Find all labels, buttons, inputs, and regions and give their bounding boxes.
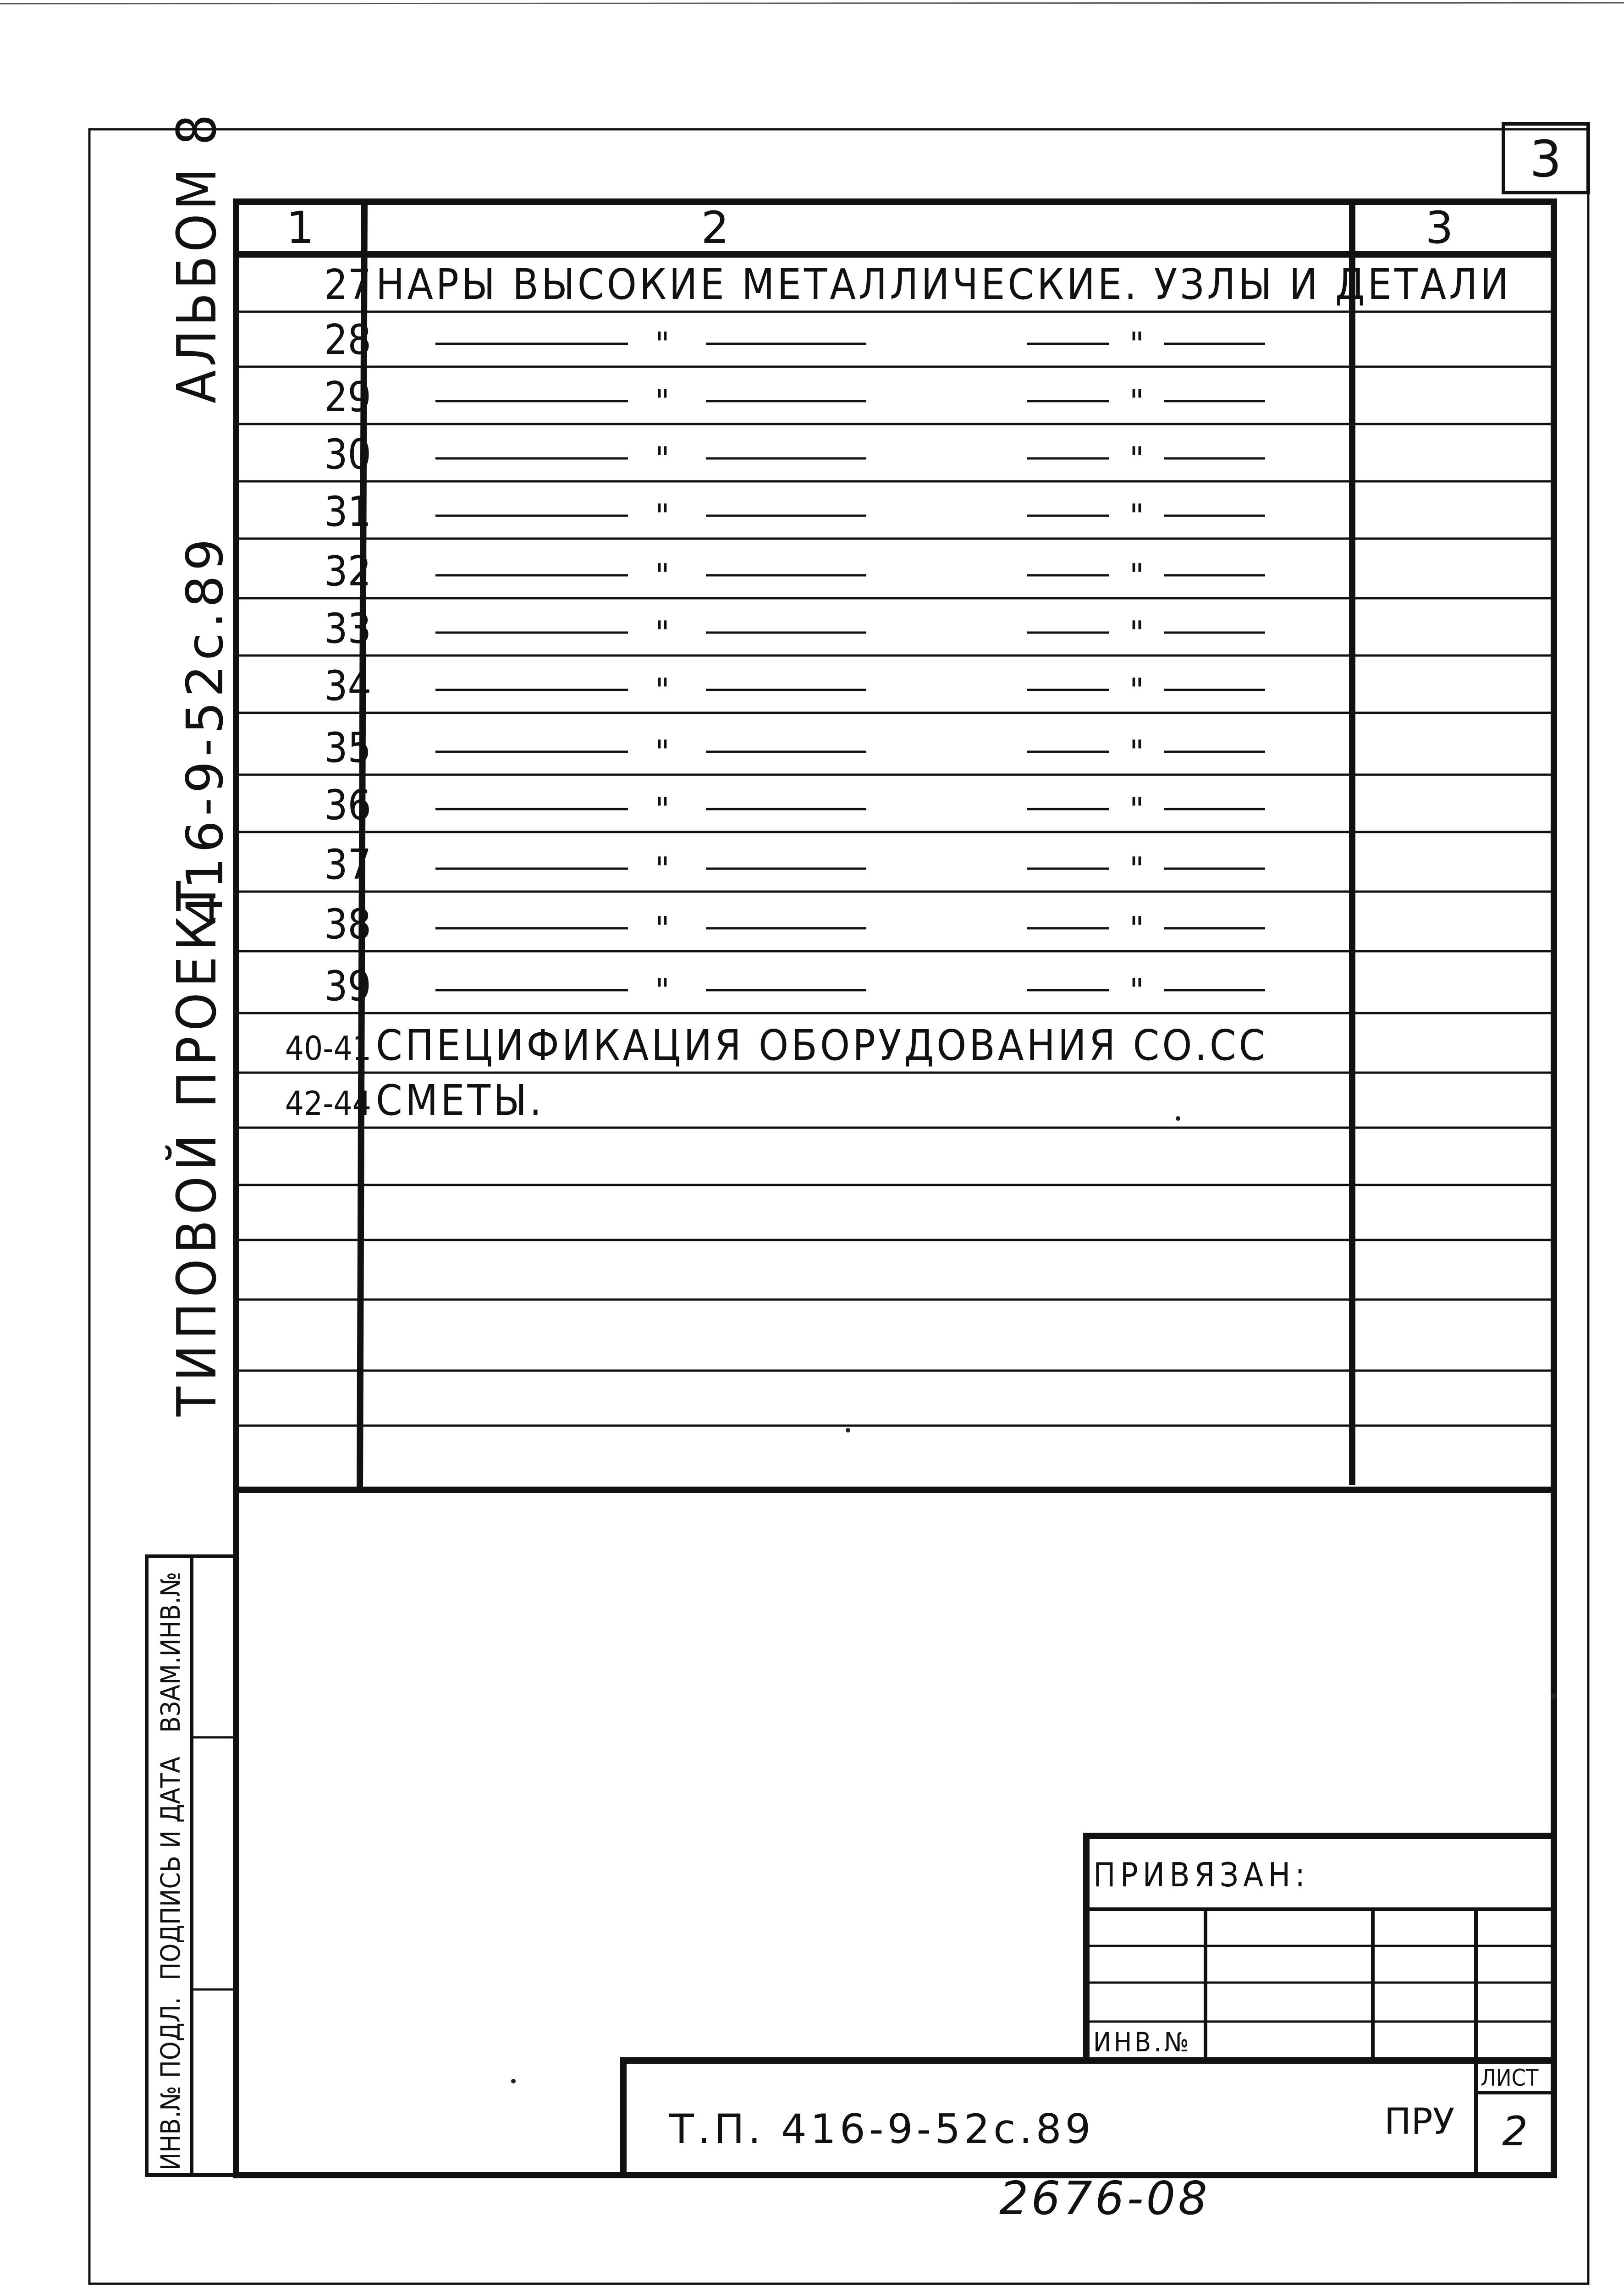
row-number: 31	[324, 488, 371, 536]
table-row	[236, 598, 1554, 653]
ditto-mark: "	[1129, 440, 1145, 478]
row-number: 27	[324, 261, 371, 309]
row-number: 34	[324, 662, 371, 710]
ditto-mark: "	[1129, 557, 1145, 595]
ditto-mark: "	[1129, 910, 1145, 948]
binding-inv-label: ИНВ.№	[1093, 2027, 1192, 2058]
strip-label-signature-date: ПОДПИСЬ И ДАТА	[155, 1757, 186, 1980]
row-number: 36	[324, 781, 371, 829]
album-label: АЛЬБОМ 8	[165, 110, 228, 403]
ditto-mark: "	[1129, 791, 1145, 828]
ditto-mark: "	[1129, 497, 1145, 535]
binding-title: ПРИВЯЗАН:	[1093, 1856, 1310, 1894]
header-col-2: 2	[701, 202, 729, 253]
contents-table	[236, 202, 1554, 1492]
table-row	[236, 713, 1554, 772]
table-row	[236, 1013, 1554, 1070]
header-col-1: 1	[286, 202, 314, 253]
binding-block	[1086, 1836, 1554, 2061]
row-number: 40-41	[285, 1029, 371, 1068]
project-code-label: 416-9-52с.89	[176, 534, 234, 926]
ditto-mark: "	[1129, 325, 1145, 363]
row-number: 29	[324, 373, 371, 421]
ditto-mark: "	[655, 672, 670, 709]
scan-speck	[1551, 1693, 1557, 1699]
ditto-mark: "	[1129, 850, 1145, 888]
title-block-stage: ПРУ	[1384, 2101, 1455, 2143]
scan-speck	[846, 1428, 850, 1432]
ditto-mark: "	[1129, 972, 1145, 1009]
ditto-mark: "	[655, 440, 670, 478]
row-number: 37	[324, 841, 371, 889]
row-number: 38	[324, 900, 371, 948]
row-number: 28	[324, 316, 371, 364]
table-row	[236, 539, 1554, 595]
corner-sheet-number: 3	[1530, 130, 1562, 188]
row-number: 32	[324, 547, 371, 595]
ditto-mark: "	[655, 325, 670, 363]
ditto-mark: "	[655, 791, 670, 828]
strip-label-vzam-inv: ВЗАМ.ИНВ.№	[155, 1571, 186, 1733]
table-row	[236, 424, 1554, 479]
row-number: 35	[324, 724, 371, 772]
ditto-mark: "	[655, 383, 670, 420]
scan-speck	[511, 2079, 516, 2083]
header-col-3: 3	[1425, 202, 1453, 253]
ditto-mark: "	[1129, 383, 1145, 420]
row-number: 39	[324, 962, 371, 1010]
table-row	[236, 367, 1554, 421]
ditto-mark: "	[1129, 733, 1145, 771]
main-frame	[236, 202, 1554, 2175]
table-row	[236, 775, 1554, 829]
table-row	[236, 656, 1554, 710]
ditto-mark: "	[655, 910, 670, 948]
table-row	[236, 951, 1554, 1010]
table-row	[236, 832, 1554, 889]
table-row	[236, 481, 1554, 536]
row-number: 42-44	[285, 1084, 371, 1123]
row-number: 33	[324, 605, 371, 653]
row-title: СПЕЦИФИКАЦИЯ ОБОРУДОВАНИЯ СО.СС	[376, 1021, 1268, 1070]
ditto-mark: "	[655, 557, 670, 595]
ditto-mark: "	[1129, 614, 1145, 652]
scan-edge-line	[0, 3, 1624, 4]
strip-label-inv-podl: ИНВ.№ ПОДЛ.	[155, 1997, 186, 2171]
ditto-mark: "	[655, 850, 670, 888]
ditto-mark: "	[655, 497, 670, 535]
archive-number: 2676-08	[999, 2171, 1210, 2225]
project-type-label: ТИПОВОЙ ПРОЕКТ	[165, 876, 228, 1416]
ditto-mark: "	[655, 614, 670, 652]
title-block	[623, 2061, 1554, 2175]
row-number: 30	[324, 430, 371, 479]
table-row	[236, 312, 1554, 364]
table-row	[324, 260, 1511, 309]
row-title: НАРЫ ВЫСОКИЕ МЕТАЛЛИЧЕСКИЕ. УЗЛЫ И ДЕТАЛИ	[376, 260, 1512, 309]
outer-frame	[89, 129, 1588, 2284]
scan-speck	[1176, 1116, 1180, 1121]
ditto-mark: "	[655, 972, 670, 1009]
left-inventory-strip	[147, 1556, 236, 2175]
row-title: СМЕТЫ.	[376, 1076, 545, 1125]
title-block-sheet-number: 2	[1502, 2108, 1528, 2155]
title-block-code: Т.П. 416-9-52с.89	[669, 2105, 1095, 2153]
table-row	[236, 892, 1554, 948]
title-block-sheet-label: ЛИСТ	[1481, 2065, 1539, 2091]
table-rows	[236, 260, 1554, 1426]
table-row	[236, 1073, 1554, 1125]
ditto-mark: "	[655, 733, 670, 771]
ditto-mark: "	[1129, 672, 1145, 709]
